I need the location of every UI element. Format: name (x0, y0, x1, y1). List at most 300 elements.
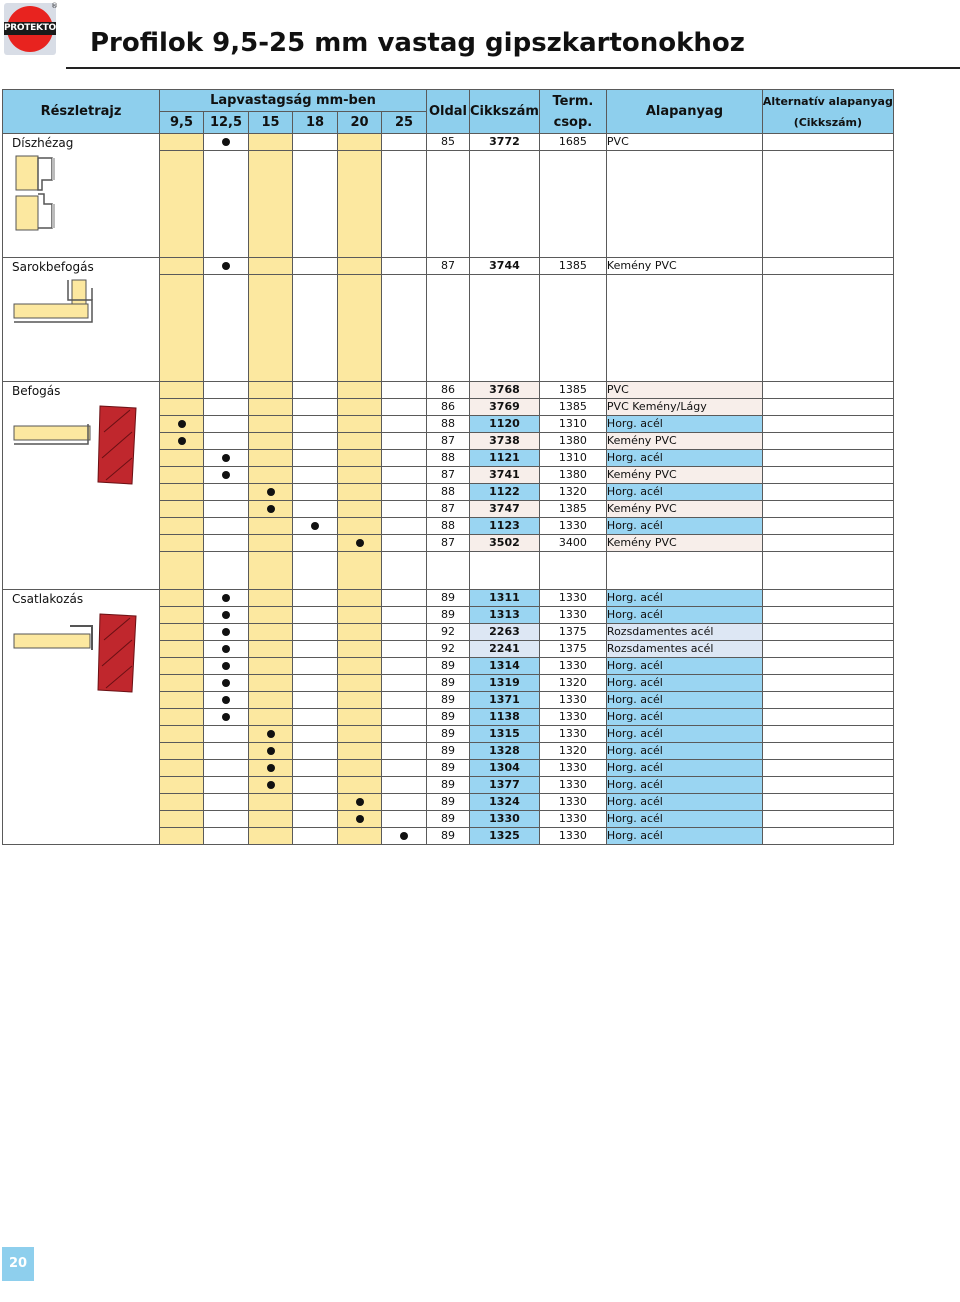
thickness-cell (382, 275, 427, 382)
alapanyag-cell (606, 382, 762, 399)
thickness-cell (338, 151, 382, 258)
term-csop-cell-text: 1330 (558, 693, 587, 706)
availability-dot-icon (267, 764, 275, 772)
thickness-cell (382, 552, 427, 590)
spacer-cell (606, 275, 762, 382)
alapanyag-cell (606, 416, 762, 433)
thickness-cell (249, 624, 293, 641)
thickness-cell (293, 399, 338, 416)
alapanyag-cell (606, 709, 762, 726)
cikkszam-cell-text: 3744 (489, 259, 520, 272)
alapanyag-cell-text: Horg. acél (606, 608, 663, 621)
thickness-cell (338, 624, 382, 641)
term-csop-cell (539, 709, 606, 726)
alapanyag-cell-text: Horg. acél (606, 744, 663, 757)
term-csop-cell (539, 828, 606, 845)
oldal-cell-text: 87 (441, 502, 455, 515)
term-csop-cell (539, 726, 606, 743)
term-csop-cell-text: 1330 (558, 710, 587, 723)
thickness-cell (382, 692, 427, 709)
term-csop-cell (539, 501, 606, 518)
oldal-cell (427, 450, 470, 467)
thickness-cell (160, 760, 204, 777)
thickness-cell (160, 467, 204, 484)
oldal-cell (427, 726, 470, 743)
thickness-cell (293, 794, 338, 811)
alapanyag-cell-text: Rozsdamentes acél (606, 642, 714, 655)
term-csop-cell-text: 1320 (558, 744, 587, 757)
thickness-cell (382, 641, 427, 658)
availability-dot-icon (222, 611, 230, 619)
thickness-cell (293, 726, 338, 743)
thickness-cell (382, 743, 427, 760)
spacer-cell (427, 275, 470, 382)
cikkszam-cell-text: 1138 (489, 710, 520, 723)
edge-clamp-profile (3, 402, 159, 486)
thickness-cell (338, 743, 382, 760)
thickness-cell (204, 692, 249, 709)
cikkszam-cell-text: 1311 (489, 591, 520, 604)
thickness-cell (382, 382, 427, 399)
header-term-line1: Term. (552, 93, 594, 109)
alapanyag-cell (606, 433, 762, 450)
spacer-cell (762, 275, 893, 382)
oldal-cell (427, 535, 470, 552)
availability-dot-icon (267, 781, 275, 789)
oldal-cell (427, 416, 470, 433)
alternativ-cell (762, 134, 893, 151)
term-csop-cell-text: 1375 (558, 642, 587, 655)
thickness-cell (338, 675, 382, 692)
oldal-cell (427, 811, 470, 828)
thickness-cell (293, 811, 338, 828)
cikkszam-cell-text: 1314 (489, 659, 520, 672)
connection-profile (3, 610, 159, 694)
alternativ-cell (762, 828, 893, 845)
thickness-cell (382, 399, 427, 416)
alapanyag-cell (606, 794, 762, 811)
thickness-cell (160, 535, 204, 552)
term-csop-cell (539, 258, 606, 275)
thickness-cell (204, 433, 249, 450)
thickness-cell (382, 450, 427, 467)
thickness-cell (249, 416, 293, 433)
term-csop-cell (539, 433, 606, 450)
alternativ-cell (762, 501, 893, 518)
header-cikkszam: Cikkszám (470, 90, 540, 134)
thickness-cell (249, 675, 293, 692)
thickness-cell (249, 518, 293, 535)
thickness-cell (293, 416, 338, 433)
alternativ-cell (762, 777, 893, 794)
oldal-cell (427, 658, 470, 675)
thickness-cell (204, 450, 249, 467)
thickness-cell (160, 641, 204, 658)
oldal-cell (427, 743, 470, 760)
alternativ-cell (762, 794, 893, 811)
header-lapvastagsag: Lapvastagság mm-ben (160, 90, 427, 112)
thickness-cell (338, 552, 382, 590)
cikkszam-cell (470, 134, 540, 151)
title-divider (66, 67, 960, 69)
oldal-cell (427, 518, 470, 535)
thickness-cell (293, 484, 338, 501)
thickness-cell (293, 134, 338, 151)
cikkszam-cell (470, 607, 540, 624)
thickness-cell (382, 726, 427, 743)
term-csop-cell (539, 134, 606, 151)
thickness-cell (204, 709, 249, 726)
alapanyag-cell-text: PVC (606, 135, 629, 148)
thickness-cell (293, 590, 338, 607)
availability-dot-icon (267, 747, 275, 755)
oldal-cell-text: 87 (441, 259, 455, 272)
alternativ-cell (762, 399, 893, 416)
thickness-cell (338, 760, 382, 777)
thickness-cell (382, 777, 427, 794)
alapanyag-cell (606, 743, 762, 760)
thickness-cell (160, 811, 204, 828)
alapanyag-cell (606, 624, 762, 641)
thickness-header-cell: 20 (338, 112, 382, 134)
thickness-cell (293, 518, 338, 535)
alternativ-cell (762, 743, 893, 760)
thickness-cell (204, 382, 249, 399)
term-csop-cell (539, 624, 606, 641)
term-csop-cell-text: 1330 (558, 829, 587, 842)
term-csop-cell-text: 1380 (558, 468, 587, 481)
thickness-cell (204, 399, 249, 416)
availability-dot-icon (356, 815, 364, 823)
alapanyag-cell (606, 777, 762, 794)
term-csop-cell-text: 1320 (558, 485, 587, 498)
spacer-cell (539, 275, 606, 382)
cikkszam-cell-text: 2241 (489, 642, 520, 655)
thickness-cell (249, 450, 293, 467)
thickness-cell (160, 450, 204, 467)
oldal-cell-text: 88 (441, 519, 455, 532)
availability-dot-icon (311, 522, 319, 530)
table-body (3, 134, 894, 845)
availability-dot-icon (222, 454, 230, 462)
oldal-cell (427, 433, 470, 450)
thickness-cell (204, 275, 249, 382)
thickness-cell (338, 535, 382, 552)
thickness-cell (204, 726, 249, 743)
availability-dot-icon (178, 420, 186, 428)
thickness-cell (160, 484, 204, 501)
cikkszam-cell (470, 828, 540, 845)
thickness-cell (293, 607, 338, 624)
alternativ-cell (762, 433, 893, 450)
cikkszam-cell (470, 450, 540, 467)
thickness-header-cell: 12,5 (204, 112, 249, 134)
header-alternativ-alapanyag (762, 90, 893, 134)
oldal-cell (427, 134, 470, 151)
thickness-cell (249, 760, 293, 777)
oldal-cell (427, 692, 470, 709)
thickness-cell (338, 811, 382, 828)
thickness-cell (204, 501, 249, 518)
term-csop-cell-text: 1385 (558, 259, 587, 272)
thickness-cell (382, 151, 427, 258)
term-csop-cell (539, 675, 606, 692)
thickness-cell (293, 382, 338, 399)
alternativ-cell (762, 467, 893, 484)
thickness-cell (160, 552, 204, 590)
oldal-cell (427, 484, 470, 501)
oldal-cell-text: 88 (441, 485, 455, 498)
alapanyag-cell (606, 484, 762, 501)
alapanyag-cell-text: Horg. acél (606, 417, 663, 430)
oldal-cell (427, 641, 470, 658)
oldal-cell-text: 89 (441, 693, 455, 706)
term-csop-cell (539, 450, 606, 467)
thickness-cell (204, 535, 249, 552)
thickness-header-cell: 15 (249, 112, 293, 134)
thickness-cell (338, 433, 382, 450)
term-csop-cell (539, 518, 606, 535)
cikkszam-cell-text: 3768 (489, 383, 520, 396)
thickness-cell (249, 641, 293, 658)
alapanyag-cell (606, 828, 762, 845)
cikkszam-cell-text: 3747 (489, 502, 520, 515)
oldal-cell-text: 89 (441, 778, 455, 791)
section-name: Díszhézag (12, 136, 74, 150)
alapanyag-cell-text: Kemény PVC (606, 536, 677, 549)
alapanyag-cell (606, 726, 762, 743)
oldal-cell (427, 794, 470, 811)
cikkszam-cell (470, 743, 540, 760)
cikkszam-cell (470, 794, 540, 811)
alapanyag-cell (606, 450, 762, 467)
oldal-cell (427, 590, 470, 607)
cikkszam-cell (470, 258, 540, 275)
thickness-cell (249, 467, 293, 484)
thickness-cell (382, 535, 427, 552)
oldal-cell-text: 89 (441, 795, 455, 808)
thickness-cell (160, 607, 204, 624)
alternativ-cell (762, 726, 893, 743)
cikkszam-cell-text: 1319 (489, 676, 520, 689)
thickness-cell (204, 258, 249, 275)
thickness-cell (338, 658, 382, 675)
alternativ-cell (762, 382, 893, 399)
oldal-cell-text: 89 (441, 744, 455, 757)
thickness-cell (249, 692, 293, 709)
header-term-csop (539, 90, 606, 134)
thickness-cell (249, 552, 293, 590)
oldal-cell-text: 86 (441, 383, 455, 396)
thickness-cell (338, 777, 382, 794)
cikkszam-cell-text: 3502 (489, 536, 520, 549)
thickness-cell (160, 590, 204, 607)
alapanyag-cell (606, 535, 762, 552)
profile-table (2, 89, 894, 845)
alapanyag-cell (606, 692, 762, 709)
alapanyag-cell (606, 607, 762, 624)
thickness-cell (249, 828, 293, 845)
oldal-cell-text: 88 (441, 417, 455, 430)
protektor-logo (4, 2, 63, 55)
cikkszam-cell-text: 2263 (489, 625, 520, 638)
term-csop-cell-text: 1330 (558, 591, 587, 604)
alapanyag-cell-text: Horg. acél (606, 829, 663, 842)
term-csop-cell-text: 1380 (558, 434, 587, 447)
header-alapanyag: Alapanyag (606, 90, 762, 134)
oldal-cell-text: 92 (441, 625, 455, 638)
alternativ-cell (762, 416, 893, 433)
thickness-cell (338, 484, 382, 501)
thickness-cell (293, 151, 338, 258)
oldal-cell (427, 399, 470, 416)
oldal-cell (427, 777, 470, 794)
term-csop-cell (539, 382, 606, 399)
term-csop-cell-text: 1310 (558, 451, 587, 464)
section-label (3, 258, 160, 382)
cikkszam-cell-text: 1123 (489, 519, 520, 532)
oldal-cell-text: 89 (441, 727, 455, 740)
term-csop-cell (539, 607, 606, 624)
term-csop-cell-text: 1330 (558, 727, 587, 740)
alapanyag-cell-text: Kemény PVC (606, 434, 677, 447)
thickness-cell (249, 484, 293, 501)
term-csop-cell (539, 467, 606, 484)
term-csop-cell-text: 1385 (558, 502, 587, 515)
alternativ-cell (762, 658, 893, 675)
oldal-cell (427, 709, 470, 726)
thickness-header-cell: 9,5 (160, 112, 204, 134)
term-csop-cell (539, 777, 606, 794)
term-csop-cell-text: 1330 (558, 659, 587, 672)
spacer-cell (762, 151, 893, 258)
availability-dot-icon (222, 471, 230, 479)
availability-dot-icon (178, 437, 186, 445)
availability-dot-icon (222, 628, 230, 636)
table-row (3, 382, 894, 399)
thickness-cell (249, 399, 293, 416)
thickness-cell (249, 607, 293, 624)
thickness-cell (338, 590, 382, 607)
alapanyag-cell (606, 518, 762, 535)
term-csop-cell (539, 692, 606, 709)
alternativ-cell (762, 484, 893, 501)
cikkszam-cell-text: 1120 (489, 417, 520, 430)
header-term-line2: csop. (553, 114, 593, 130)
oldal-cell-text: 89 (441, 676, 455, 689)
cikkszam-cell (470, 501, 540, 518)
thickness-cell (249, 726, 293, 743)
thickness-cell (338, 134, 382, 151)
availability-dot-icon (356, 798, 364, 806)
availability-dot-icon (222, 645, 230, 653)
thickness-cell (338, 607, 382, 624)
cikkszam-cell (470, 535, 540, 552)
term-csop-cell (539, 794, 606, 811)
thickness-cell (382, 518, 427, 535)
header-alt-line1: Alternatív alapanyag (762, 94, 893, 108)
thickness-cell (338, 709, 382, 726)
section-label (3, 590, 160, 845)
alternativ-cell (762, 258, 893, 275)
thickness-cell (293, 743, 338, 760)
thickness-cell (160, 743, 204, 760)
spacer-cell (470, 151, 540, 258)
thickness-cell (160, 777, 204, 794)
thickness-cell (338, 501, 382, 518)
thickness-cell (160, 794, 204, 811)
thickness-cell (204, 641, 249, 658)
oldal-cell-text: 87 (441, 434, 455, 447)
thickness-cell (204, 518, 249, 535)
thickness-cell (204, 552, 249, 590)
term-csop-cell (539, 641, 606, 658)
cikkszam-cell-text: 3769 (489, 400, 520, 413)
thickness-cell (204, 467, 249, 484)
cikkszam-cell-text: 1325 (489, 829, 520, 842)
thickness-cell (293, 709, 338, 726)
thickness-header-cell: 25 (382, 112, 427, 134)
oldal-cell-text: 86 (441, 400, 455, 413)
alapanyag-cell (606, 590, 762, 607)
thickness-cell (338, 416, 382, 433)
spacer-cell (427, 151, 470, 258)
cikkszam-cell (470, 658, 540, 675)
cikkszam-cell (470, 777, 540, 794)
thickness-cell (293, 624, 338, 641)
thickness-cell (204, 811, 249, 828)
cikkszam-cell (470, 416, 540, 433)
term-csop-cell-text: 1385 (558, 400, 587, 413)
thickness-cell (204, 607, 249, 624)
alapanyag-cell-text: Horg. acél (606, 451, 663, 464)
cikkszam-cell-text: 1371 (489, 693, 520, 706)
thickness-cell (204, 416, 249, 433)
alapanyag-cell (606, 258, 762, 275)
thickness-cell (160, 518, 204, 535)
thickness-cell (249, 501, 293, 518)
alapanyag-cell-text: Kemény PVC (606, 502, 677, 515)
thickness-cell (338, 467, 382, 484)
oldal-cell (427, 501, 470, 518)
term-csop-cell (539, 743, 606, 760)
oldal-cell (427, 624, 470, 641)
thickness-cell (204, 828, 249, 845)
availability-dot-icon (267, 488, 275, 496)
section-label (3, 382, 160, 590)
alternativ-cell (762, 641, 893, 658)
alternativ-cell (762, 624, 893, 641)
cikkszam-cell (470, 518, 540, 535)
term-csop-cell-text: 1330 (558, 761, 587, 774)
thickness-cell (160, 275, 204, 382)
term-csop-cell (539, 760, 606, 777)
thickness-cell (160, 726, 204, 743)
cikkszam-cell (470, 590, 540, 607)
thickness-cell (338, 794, 382, 811)
cikkszam-cell-text: 1122 (489, 485, 520, 498)
thickness-cell (338, 641, 382, 658)
alapanyag-cell-text: Horg. acél (606, 778, 663, 791)
alapanyag-cell-text: Horg. acél (606, 659, 663, 672)
thickness-cell (338, 450, 382, 467)
availability-dot-icon (356, 539, 364, 547)
thickness-cell (160, 709, 204, 726)
term-csop-cell (539, 416, 606, 433)
dekor-joint-profile (3, 154, 159, 232)
cikkszam-cell-text: 1313 (489, 608, 520, 621)
thickness-cell (204, 777, 249, 794)
